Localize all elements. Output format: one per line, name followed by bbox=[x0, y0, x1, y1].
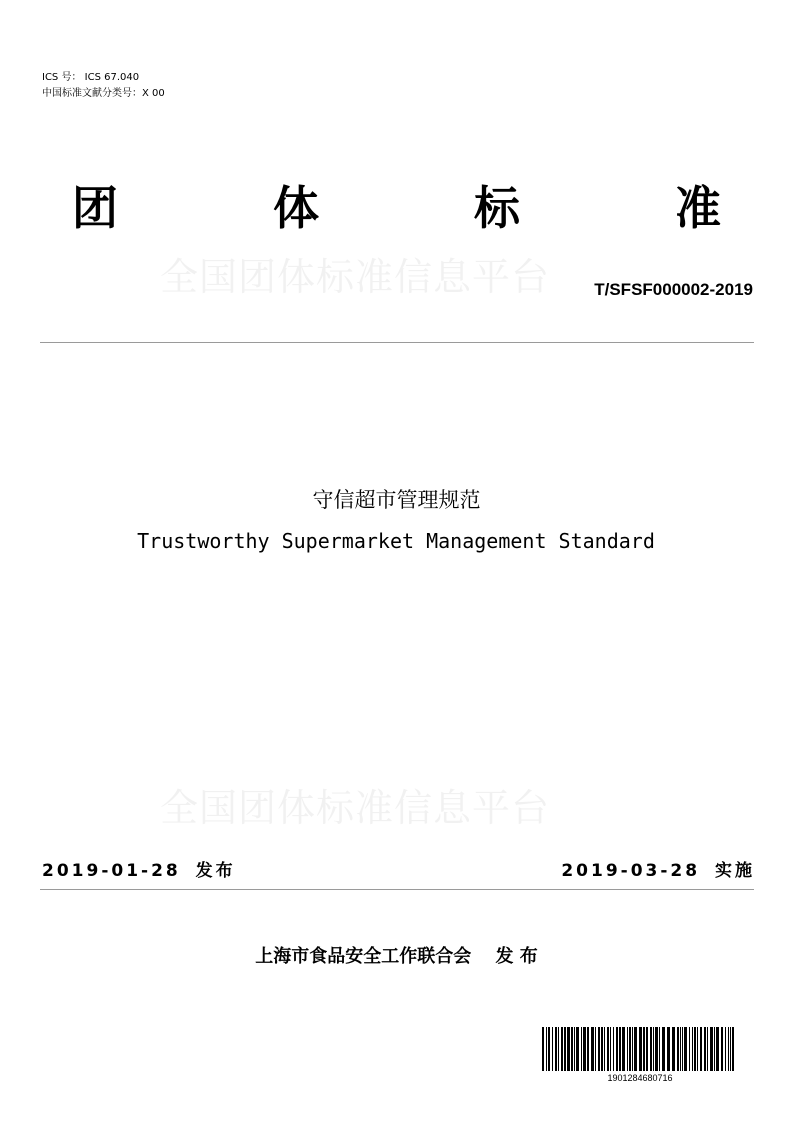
barcode-bar bbox=[634, 1027, 637, 1071]
barcode-bar bbox=[567, 1027, 570, 1071]
barcode-bar bbox=[672, 1027, 675, 1071]
barcode-bar bbox=[684, 1027, 687, 1071]
barcode-bar bbox=[700, 1027, 702, 1071]
barcode-bar bbox=[643, 1027, 645, 1071]
watermark-bottom: 全国团体标准信息平台 bbox=[160, 786, 551, 830]
doc-type-char: 标 bbox=[474, 181, 520, 235]
barcode-bar bbox=[694, 1027, 696, 1071]
barcode-bar bbox=[619, 1027, 621, 1071]
barcode-bar bbox=[610, 1027, 611, 1071]
barcode-bar bbox=[707, 1027, 708, 1071]
barcode-bar bbox=[558, 1027, 559, 1071]
implement-date-line bbox=[561, 860, 755, 882]
barcode-bar bbox=[725, 1027, 726, 1071]
barcode-bar bbox=[583, 1027, 586, 1071]
barcode-image bbox=[542, 1027, 738, 1071]
issue-date: 2019-01-28 bbox=[42, 861, 181, 881]
barcode-bar bbox=[721, 1027, 723, 1071]
divider-bottom bbox=[40, 889, 754, 890]
doc-type-char: 准 bbox=[675, 181, 721, 235]
barcode-bar bbox=[607, 1027, 609, 1071]
barcode-bar bbox=[548, 1027, 550, 1071]
barcode-bar bbox=[629, 1027, 631, 1071]
barcode-bar bbox=[598, 1027, 600, 1071]
barcode-bar bbox=[692, 1027, 693, 1071]
barcode-bar bbox=[730, 1027, 731, 1071]
watermark-top: 全国团体标准信息平台 bbox=[160, 255, 551, 299]
standard-number: T/SFSF000002-2019 bbox=[594, 280, 753, 299]
barcode-bar bbox=[680, 1027, 681, 1071]
barcode-bar bbox=[662, 1027, 665, 1071]
barcode-bar bbox=[716, 1027, 719, 1071]
barcode-bar bbox=[639, 1027, 642, 1071]
implement-date: 2019-03-28 bbox=[561, 861, 701, 881]
barcode-bar bbox=[632, 1027, 633, 1071]
publisher-label: 发 布 bbox=[495, 946, 538, 967]
barcode-bar bbox=[682, 1027, 683, 1071]
barcode-bar bbox=[613, 1027, 614, 1071]
title-english: Trustworthy Supermarket Management Standard bbox=[137, 529, 655, 553]
barcode-bar bbox=[604, 1027, 605, 1071]
barcode-bar bbox=[697, 1027, 698, 1071]
publisher-line bbox=[0, 945, 793, 969]
barcode-bar bbox=[714, 1027, 715, 1071]
barcode-bar bbox=[667, 1027, 670, 1071]
barcode-bar bbox=[655, 1027, 658, 1071]
barcode-bar bbox=[581, 1027, 582, 1071]
barcode-bar bbox=[646, 1027, 648, 1071]
barcode-bar bbox=[627, 1027, 628, 1071]
barcode-bar bbox=[574, 1027, 575, 1071]
publisher-name: 上海市食品安全工作联合会 bbox=[255, 946, 472, 967]
barcode-bar bbox=[564, 1027, 566, 1071]
barcode-bar bbox=[653, 1027, 654, 1071]
barcode-bar bbox=[677, 1027, 679, 1071]
doc-type-char: 团 bbox=[72, 181, 118, 235]
barcode-bar bbox=[546, 1027, 547, 1071]
barcode-bar bbox=[689, 1027, 690, 1071]
barcode-bar bbox=[555, 1027, 557, 1071]
barcode-bar bbox=[542, 1027, 544, 1071]
barcode-bar bbox=[595, 1027, 596, 1071]
barcode-bar bbox=[710, 1027, 713, 1071]
divider-top bbox=[40, 342, 754, 343]
barcode-bar bbox=[650, 1027, 652, 1071]
barcode-bar bbox=[561, 1027, 563, 1071]
barcode-bar bbox=[552, 1027, 553, 1071]
document-type-title bbox=[60, 180, 733, 236]
ics-number: ICS 号： ICS 67.040 bbox=[42, 72, 140, 83]
barcode-bar bbox=[622, 1027, 625, 1071]
doc-type-char: 体 bbox=[273, 181, 319, 235]
barcode-bar bbox=[587, 1027, 589, 1071]
barcode-bar bbox=[601, 1027, 603, 1071]
barcode-bar bbox=[732, 1027, 734, 1071]
barcode-bar bbox=[571, 1027, 573, 1071]
barcode-bar bbox=[616, 1027, 618, 1071]
issue-label: 发布 bbox=[195, 861, 236, 881]
barcode-number: 1901284680716 bbox=[607, 1073, 673, 1083]
title-chinese: 守信超市管理规范 bbox=[312, 488, 481, 512]
issue-date-line bbox=[42, 860, 236, 882]
barcode-bar bbox=[704, 1027, 706, 1071]
barcode-bar bbox=[591, 1027, 594, 1071]
implement-label: 实施 bbox=[715, 861, 755, 881]
ccs-number: 中国标准文献分类号：X 00 bbox=[42, 88, 165, 99]
barcode-bar bbox=[576, 1027, 579, 1071]
barcode-bar bbox=[659, 1027, 660, 1071]
barcode-bar bbox=[728, 1027, 729, 1071]
